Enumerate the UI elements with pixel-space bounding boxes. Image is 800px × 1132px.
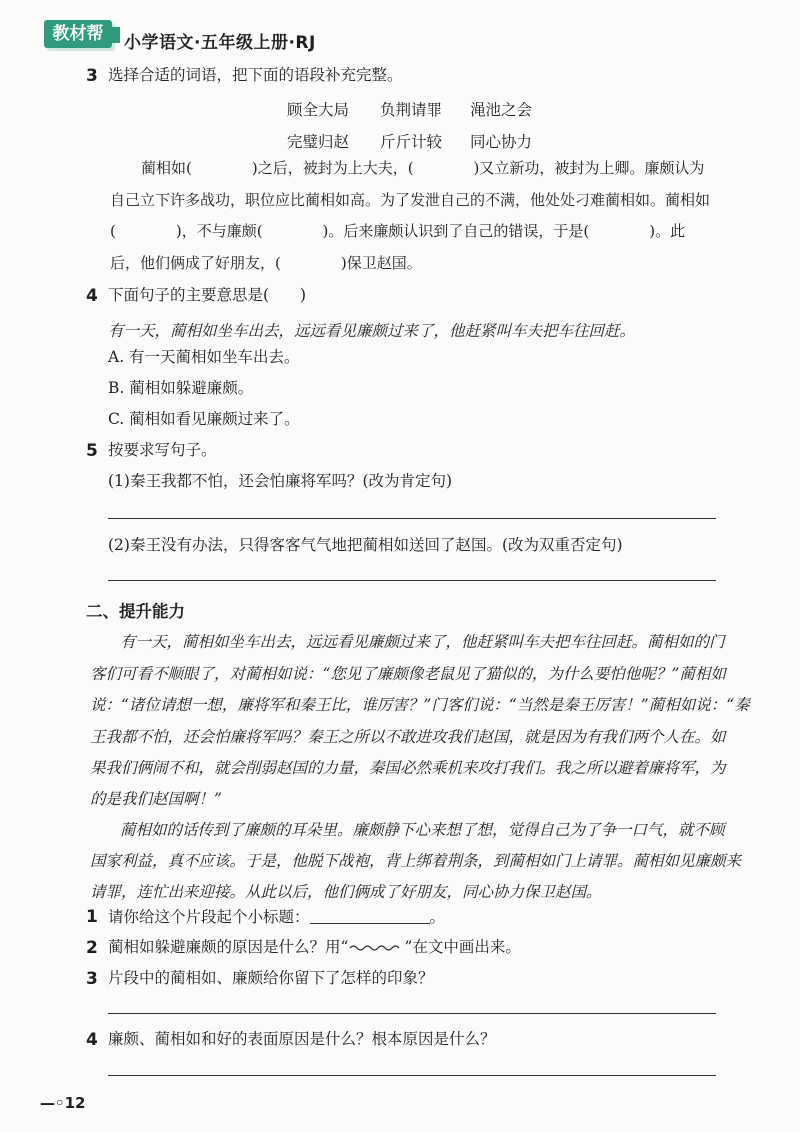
q4-option-c[interactable]: C. 蔺相如看见廉颇过来了。 [108, 410, 300, 428]
s2-q1-number: 1 [86, 907, 98, 927]
s2-q2 [108, 940, 521, 956]
word-bank-item: 负荆请罪 [380, 101, 443, 119]
section-title: 二、提升能力 [86, 602, 185, 621]
word-bank-item: 渑池之会 [470, 101, 533, 119]
s2-q3-text: 片段中的蔺相如、廉颇给你留下了怎样的印象？ [108, 969, 434, 987]
answer-line-q5-2[interactable] [108, 580, 716, 581]
logo-accent-bar [112, 27, 120, 43]
passage-line: 说：“诸位请想一想，廉将军和秦王比，谁厉害？”门客们说：“当然是秦王厉害！”蔺相如说：“秦 [90, 696, 750, 714]
s2-q2-number: 2 [86, 938, 98, 958]
word-bank-item: 斤斤计较 [380, 133, 443, 151]
q5-item-1: (1)秦王我都不怕，还会怕廉将军吗？(改为肯定句) [108, 472, 453, 490]
passage-line: 有一天，蔺相如坐车出去，远远看见廉颇过来了，他赶紧叫车夫把车往回赶。蔺相如的门 [120, 633, 725, 651]
answer-line-s2-q4[interactable] [108, 1075, 716, 1076]
s2-q1 [108, 909, 445, 926]
s2-q4-text: 廉颇、蔺相如和好的表面原因是什么？根本原因是什么？ [108, 1030, 496, 1048]
q3-line: 后，他们俩成了好朋友，( )保卫赵国。 [110, 254, 422, 272]
q4-prompt: 下面句子的主要意思是( ) [108, 286, 307, 304]
q5-item-2: (2)秦王没有办法，只得客客气气地把蔺相如送回了赵国。(改为双重否定句) [108, 536, 623, 554]
word-bank-item: 同心协力 [470, 133, 533, 151]
passage-line: 国家利益，真不应该。于是，他脱下战袍，背上绑着荆条，到蔺相如门上请罪。蔺相如见廉颇来 [90, 852, 742, 870]
title-blank[interactable] [310, 909, 430, 924]
q5-number: 5 [86, 441, 98, 461]
q4-option-a[interactable]: A. 有一天蔺相如坐车出去。 [108, 348, 300, 366]
passage-line: 王我都不怕，还会怕廉将军吗？秦王之所以不敢进攻我们赵国，就是因为有我们两个人在。如 [90, 728, 726, 746]
page-number: —◦12 [40, 1094, 86, 1112]
q5-prompt: 按要求写句子。 [108, 441, 217, 459]
passage-line: 客们可看不顺眼了，对蔺相如说：“您见了廉颇像老鼠见了猫似的，为什么要怕他呢？”蔺相如 [90, 665, 726, 683]
answer-line-s2-q3[interactable] [108, 1013, 716, 1014]
passage-line: 的是我们赵国啊！” [90, 790, 222, 808]
passage-line: 请罪，连忙出来迎接。从此以后，他们俩成了好朋友，同心协力保卫赵国。 [90, 883, 602, 901]
wavy-underline-icon [348, 943, 404, 953]
answer-line-q5-1[interactable] [108, 518, 716, 519]
word-bank-item: 顾全大局 [287, 101, 350, 119]
passage-line: 果我们俩闹不和，就会削弱赵国的力量，秦国必然乘机来攻打我们。我之所以避着廉将军，为 [90, 759, 726, 777]
q4-number: 4 [86, 286, 98, 306]
q4-option-b[interactable]: B. 蔺相如躲避廉颇。 [108, 379, 254, 397]
s2-q2-text: 蔺相如躲避廉颇的原因是什么？用“ [108, 938, 349, 956]
s2-q1-text: 请你给这个片段起个小标题： [108, 908, 310, 926]
s2-q4-number: 4 [86, 1030, 98, 1050]
s2-q3-number: 3 [86, 969, 98, 989]
q3-line: ( )，不与廉颇( )。后来廉颇认识到了自己的错误，于是( )。此 [110, 222, 686, 240]
s2-q1-end: 。 [429, 908, 446, 926]
passage-line: 蔺相如的话传到了廉颇的耳朵里。廉颇静下心来想了想，觉得自己为了争一口气，就不顾 [120, 821, 725, 839]
q3-number: 3 [86, 66, 98, 86]
q4-sentence: 有一天，蔺相如坐车出去，远远看见廉颇过来了，他赶紧叫车夫把车往回赶。 [108, 322, 636, 340]
q3-prompt: 选择合适的词语，把下面的语段补充完整。 [108, 66, 403, 84]
q3-line: 蔺相如( )之后，被封为上大夫，( )又立新功，被封为上卿。廉颇认为 [141, 159, 705, 177]
word-bank-item: 完璧归赵 [287, 133, 350, 151]
s2-q2-end: ”在文中画出来。 [404, 938, 521, 956]
header-title: 小学语文·五年级上册·RJ [124, 33, 316, 53]
q3-line: 自己立下许多战功，职位应比蔺相如高。为了发泄自己的不满，他处处刁难蔺相如。蔺相如 [110, 191, 711, 209]
logo: 教材帮 [44, 20, 112, 48]
